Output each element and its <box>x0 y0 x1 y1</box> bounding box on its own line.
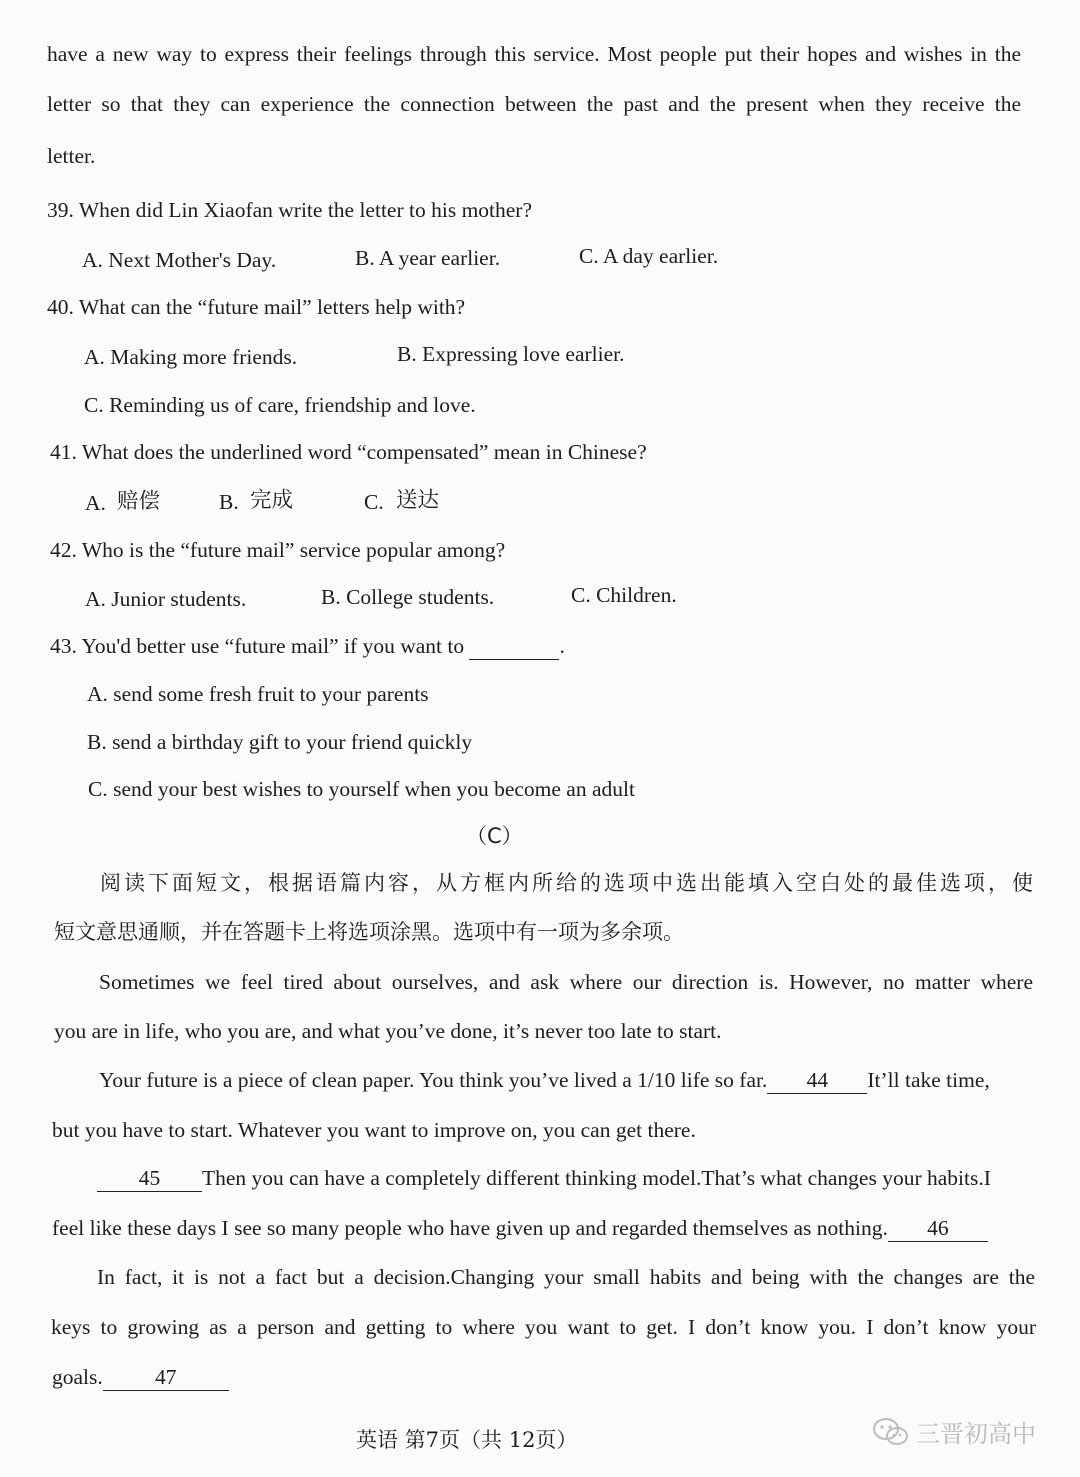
passage-line: have a new way to express their feelings through this service. Most people put their hopes and wishes in the <box>47 42 1021 66</box>
passage-text: It’ll take time, <box>867 1068 990 1092</box>
q43-option-a: A. send some fresh fruit to your parents <box>87 682 429 706</box>
q43-option-c: C. send your best wishes to yourself when you become an adult <box>88 777 635 801</box>
q42-option-b: B. College students. <box>321 585 495 609</box>
q42-option-a: A. Junior students. <box>85 587 247 611</box>
q40-option-a: A. Making more friends. <box>84 345 298 369</box>
passage-line: you are in life, who you are, and what you’ve done, it’s never too late to start. <box>54 1019 722 1043</box>
passage-line: In fact, it is not a fact but a decision.Changing your small habits and being with the changes are the <box>97 1265 1035 1289</box>
passage-line-47 <box>52 1367 229 1391</box>
q41-option-a-text: 赔偿 <box>117 489 161 514</box>
q43-option-b: B. send a birthday gift to your friend quickly <box>87 730 473 754</box>
question-39: 39. When did Lin Xiaofan write the letter to his mother? <box>47 198 533 222</box>
passage-text: feel like these days I see so many people who have given up and regarded themselves as nothing. <box>52 1216 888 1240</box>
q39-option-a: A. Next Mother's Day. <box>82 248 277 272</box>
passage-line: letter. <box>47 144 96 168</box>
instruction-line: 阅读下面短文，根据语篇内容，从方框内所给的选项中选出能填入空白处的最佳选项，使 <box>100 871 1033 895</box>
q39-option-b: B. A year earlier. <box>355 246 501 270</box>
blank-46: 46 <box>888 1218 988 1242</box>
q41-option-b-text: 完成 <box>250 488 294 513</box>
q41-option-c-text: 送达 <box>396 488 440 513</box>
section-c-heading: （C） <box>466 824 523 848</box>
question-40: 40. What can the “future mail” letters help with? <box>47 295 466 319</box>
q43-blank <box>469 636 559 660</box>
blank-45: 45 <box>97 1168 202 1192</box>
passage-line-46 <box>52 1218 1036 1242</box>
q43-stem-end: . <box>559 634 565 658</box>
passage-text: Your future is a piece of clean paper. You think you’ve lived a 1/10 life so far. <box>99 1068 768 1092</box>
q41-option-b-letter: B. <box>219 490 239 514</box>
watermark <box>872 1414 1036 1449</box>
blank-44: 44 <box>767 1070 867 1094</box>
passage-line: but you have to start. Whatever you want to improve on, you can get there. <box>52 1118 696 1142</box>
q41-option-a-letter: A. <box>85 491 106 515</box>
q43-stem: 43. You'd better use “future mail” if you want to <box>50 634 465 658</box>
passage-line: keys to growing as a person and getting to where you want to get. I don’t know you. I don’t know your <box>51 1315 1036 1339</box>
blank-47: 47 <box>103 1367 229 1391</box>
passage-line: Sometimes we feel tired about ourselves, and ask where our direction is. However, no matter where <box>99 970 1033 994</box>
q39-option-c: C. A day earlier. <box>579 244 719 268</box>
question-42: 42. Who is the “future mail” service popular among? <box>50 538 506 562</box>
q40-option-c: C. Reminding us of care, friendship and love. <box>84 393 476 417</box>
passage-line-44 <box>99 1070 1039 1094</box>
question-41: 41. What does the underlined word “compensated” mean in Chinese? <box>50 440 647 464</box>
q42-option-c: C. Children. <box>571 583 677 607</box>
q40-option-b: B. Expressing love earlier. <box>397 342 625 366</box>
wechat-icon <box>872 1417 910 1447</box>
question-43 <box>50 636 565 660</box>
instruction-line: 短文意思通顺，并在答题卡上将选项涂黑。选项中有一项为多余项。 <box>54 920 684 944</box>
watermark-text: 三晋初高中 <box>916 1420 1036 1448</box>
page-footer: 英语 第7页（共 12页） <box>356 1428 578 1452</box>
passage-text: goals. <box>52 1365 103 1389</box>
passage-line-45 <box>97 1168 1035 1192</box>
passage-text: Then you can have a completely different thinking model.That’s what changes your habits.I <box>202 1166 991 1190</box>
q41-option-c-letter: C. <box>364 490 384 514</box>
passage-line: letter so that they can experience the connection between the past and the present when they receive the <box>47 92 1021 116</box>
